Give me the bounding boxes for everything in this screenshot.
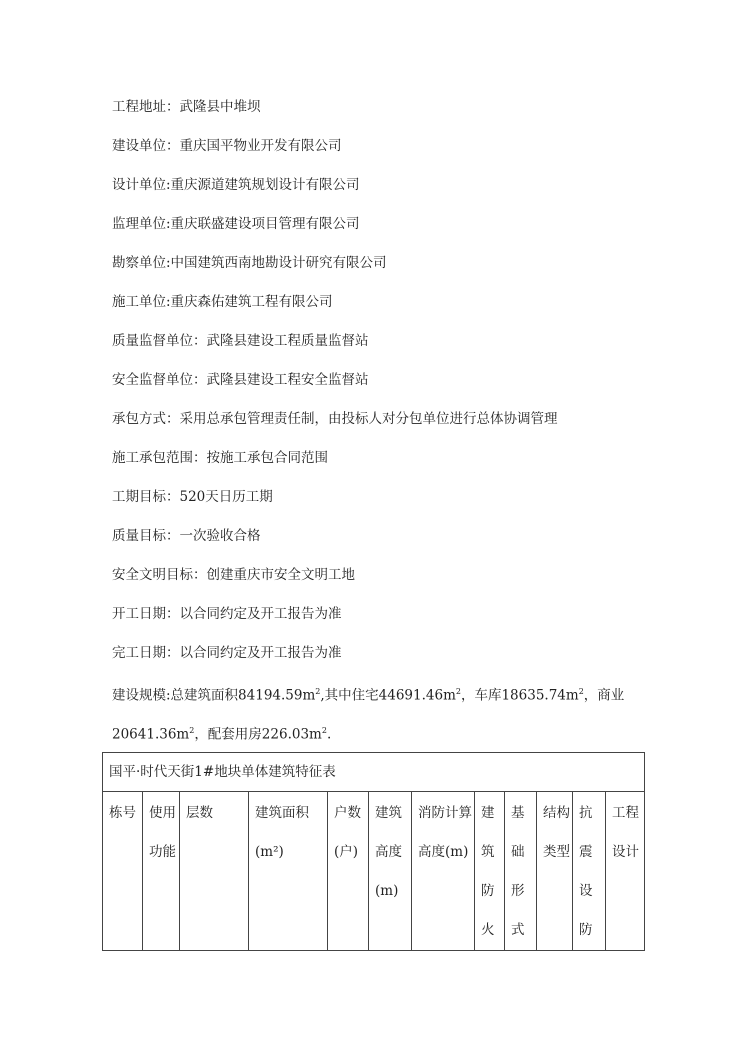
info-line: 工期目标：520天日历工期 (112, 489, 273, 505)
info-line: 监理单位:重庆联盛建设项目管理有限公司 (112, 216, 360, 232)
column-header: 工程设计 (606, 792, 645, 951)
info-line: 完工日期：以合同约定及开工报告为准 (112, 645, 342, 661)
info-line: 工程地址：武隆县中堆坝 (112, 99, 261, 115)
column-header: 消防计算高度(m) (412, 792, 475, 951)
info-line: 质量监督单位：武隆县建设工程质量监督站 (112, 333, 369, 349)
sup: 2 (455, 687, 461, 696)
info-line: 设计单位:重庆源道建筑规划设计有限公司 (112, 177, 360, 193)
column-header: 使用功能 (143, 792, 180, 951)
column-header: 层数 (180, 792, 249, 951)
scale-text: 建设规模:总建筑面积84194.59m (112, 687, 316, 704)
info-line: 施工承包范围：按施工承包合同范围 (112, 450, 328, 466)
building-feature-table (102, 752, 645, 951)
info-line: 建设单位：重庆国平物业开发有限公司 (112, 138, 342, 154)
column-header: 结构类型 (537, 792, 573, 951)
scale-text: ，商业 (583, 687, 625, 704)
column-header: 建筑防火 (475, 792, 505, 951)
scale-text: . (326, 726, 332, 743)
column-header: 栋号 (103, 792, 143, 951)
scale-text: ,其中住宅44691.46m (320, 687, 456, 704)
scale-text: ，车库18635.74m (460, 687, 579, 704)
info-line: 施工单位:重庆森佑建筑工程有限公司 (112, 294, 333, 310)
info-line: 勘察单位:中国建筑西南地勘设计研究有限公司 (112, 255, 387, 271)
column-header: 建筑高度(m) (369, 792, 412, 951)
sup: 2 (189, 726, 195, 735)
info-line: 开工日期：以合同约定及开工报告为准 (112, 606, 342, 622)
column-header: 户数(户) (328, 792, 369, 951)
scale-text: ，配套用房226.03m (194, 726, 322, 743)
table-header-row (103, 792, 645, 951)
info-line: 安全监督单位：武隆县建设工程安全监督站 (112, 372, 369, 388)
info-line: 安全文明目标：创建重庆市安全文明工地 (112, 567, 355, 583)
sup: 2 (315, 687, 321, 696)
info-line: 承包方式：采用总承包管理责任制，由投标人对分包单位进行总体协调管理 (112, 411, 558, 427)
column-header: 建筑面积(m²) (249, 792, 328, 951)
column-header: 基础形式 (505, 792, 537, 951)
column-header: 抗震设防 (573, 792, 606, 951)
construction-scale-line2 (112, 721, 331, 745)
sup: 2 (321, 726, 327, 735)
scale-text: 20641.36m (112, 726, 190, 743)
construction-scale-line1 (112, 682, 624, 706)
info-line: 质量目标：一次验收合格 (112, 528, 261, 544)
table-title: 国平·时代天街1#地块单体建筑特征表 (103, 753, 645, 792)
sup: 2 (578, 687, 584, 696)
